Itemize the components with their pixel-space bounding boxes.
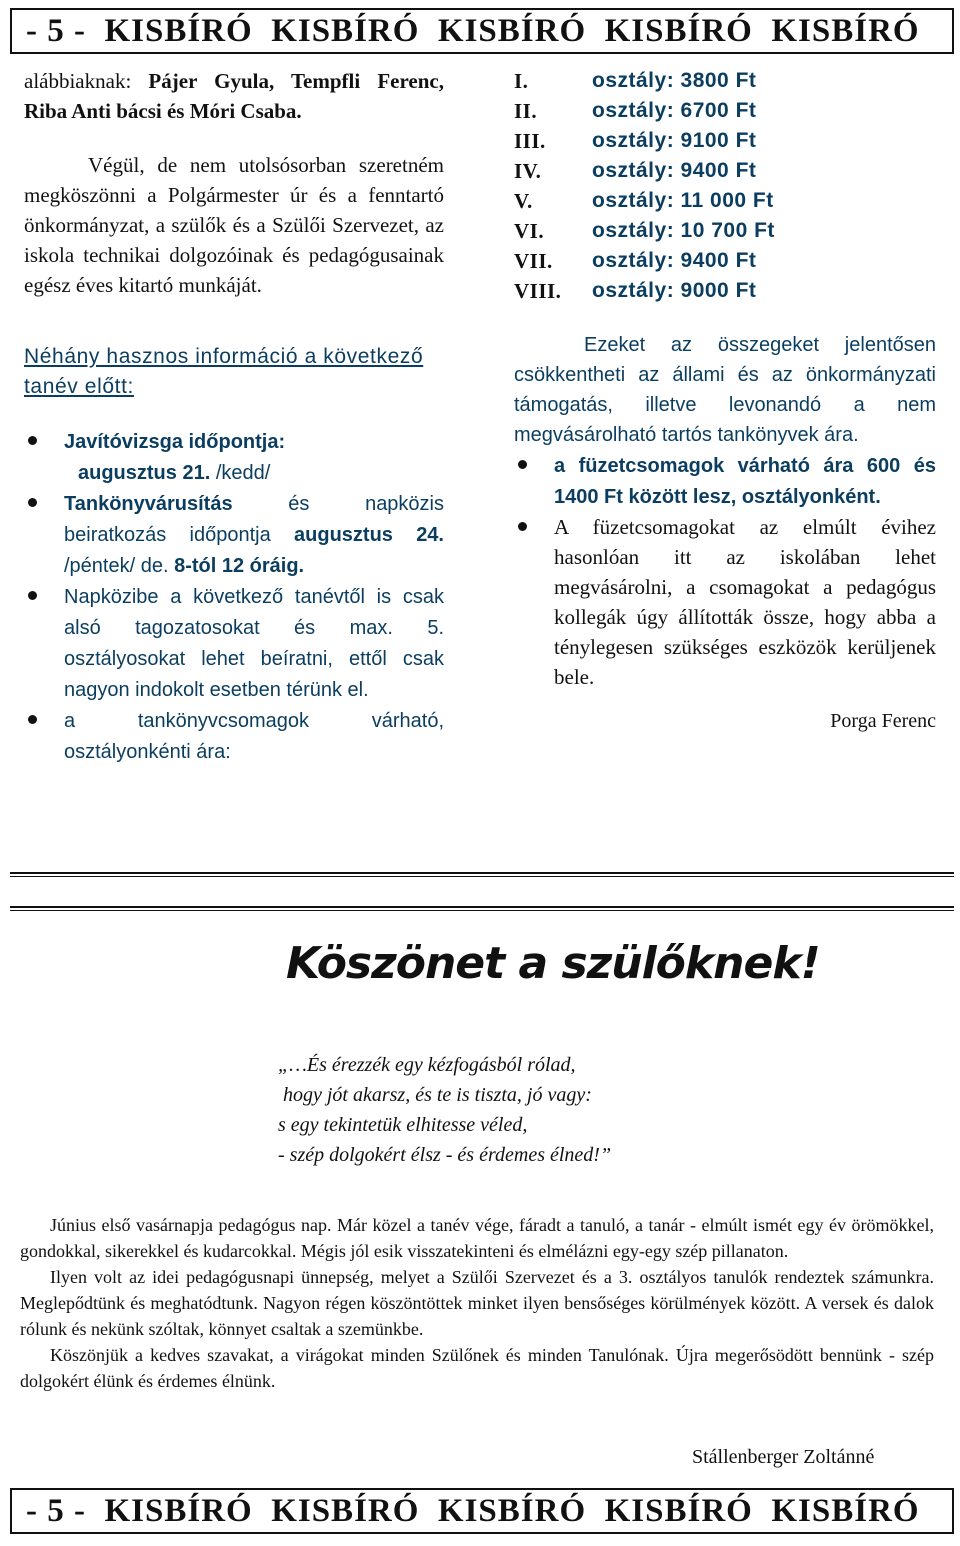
- footer-text: - 5 - KISBÍRÓ KISBÍRÓ KISBÍRÓ KISBÍRÓ KISBÍRÓ: [26, 1492, 920, 1529]
- list-item: A füzetcsomagokat az elmúlt évihez hasonlóan itt az iskolában lehet megvásárolni, a csomagokat a pedagógus kollegák úgy állították össze, hogy abba a ténylegesen szükséges eszközök kerüljenek bele.: [514, 512, 936, 692]
- thanks-title: Köszönet a szülőknek!: [286, 938, 820, 989]
- poem-line: „…És érezzék egy kézfogásból rólad,: [278, 1054, 576, 1076]
- poem-line: - szép dolgokért élsz - és érdemes élned!”: [278, 1144, 612, 1166]
- left-paragraph-1: alábbiaknak: Pájer Gyula, Tempfli Ferenc, Riba Anti bácsi és Móri Csaba.: [24, 69, 444, 123]
- price-row: VII. osztály: 9400 Ft: [514, 249, 757, 273]
- right-paragraph-1: Ezeket az összegeket jelentősen csökkentheti az állami és az önkormányzati támogatás, illetve levonandó a nem megvásárolható tartós tankönyvek ára.: [514, 334, 936, 446]
- signature-stallenberger: Stállenberger Zoltánné: [692, 1446, 875, 1468]
- left-column: [24, 66, 444, 767]
- list-item: Tankönyvárusítás és napközis beiratkozás időpontja augusztus 24. /péntek/ de. 8-tól 12 óráig.: [24, 488, 444, 581]
- price-row: I. osztály: 3800 Ft: [514, 69, 757, 93]
- page-header-top: [10, 8, 954, 54]
- header-text: - 5 - KISBÍRÓ KISBÍRÓ KISBÍRÓ KISBÍRÓ KISBÍRÓ: [26, 12, 920, 49]
- list-item: Napközibe a következő tanévtől is csak alsó tagozatosokat és max. 5. osztályosokat lehet beíratni, ettől csak nagyon indokolt esetben térünk el.: [24, 581, 444, 705]
- price-row: II. osztály: 6700 Ft: [514, 99, 757, 123]
- price-row: VI. osztály: 10 700 Ft: [514, 219, 775, 243]
- right-list: [514, 450, 936, 692]
- list-item: a tankönyvcsomagok várható, osztályonkénti ára:: [24, 705, 444, 767]
- poem-line: hogy jót akarsz, és te is tiszta, jó vagy:: [278, 1084, 592, 1106]
- page-footer: [10, 1488, 954, 1534]
- price-row: III. osztály: 9100 Ft: [514, 129, 757, 153]
- price-row: IV. osztály: 9400 Ft: [514, 159, 757, 183]
- body-paragraph: Ilyen volt az idei pedagógusnapi ünnepség, melyet a Szülői Szervezet és a 3. osztályos tanulók rendeztek számunkra. Meglepődtünk és meghatódtunk. Nagyon régen köszöntöttek minket ilyen bensőséges körülmények között. A versek és dalok rólunk és nekünk szóltak, könnyet csaltak a szemünkbe.: [20, 1267, 934, 1339]
- poem: [278, 1050, 611, 1170]
- price-row: VIII. osztály: 9000 Ft: [514, 279, 757, 303]
- poem-line: s egy tekintetük elhitesse véled,: [278, 1114, 528, 1136]
- bullet-icon: [518, 522, 527, 531]
- signature-porga: Porga Ferenc: [830, 710, 936, 732]
- body-paragraph: Június első vasárnapja pedagógus nap. Már közel a tanév vége, fáradt a tanuló, a tanár - elmúlt ismét egy év örömökkel, gondokkal, sikerekkel és kudarcokkal. Mégis jól esik visszatekinteni és elmélázni egy-egy szép pillanaton.: [20, 1215, 934, 1261]
- body-paragraph: Köszönjük a kedves szavakat, a virágokat minden Szülőnek és minden Tanulónak. Újra megerősödött bennünk - szép dolgokért élünk és érdemes élnünk.: [20, 1345, 934, 1391]
- list-item: a füzetcsomagok várható ára 600 és 1400 Ft között lesz, osztályonként.: [514, 450, 936, 512]
- info-list: [24, 426, 444, 767]
- section-title: Néhány hasznos információ a következő tanév előtt:: [24, 345, 424, 398]
- divider: [10, 872, 954, 877]
- bullet-icon: [518, 460, 527, 469]
- price-list: [514, 66, 936, 306]
- bullet-icon: [28, 436, 37, 445]
- bullet-icon: [28, 498, 37, 507]
- divider: [10, 906, 954, 911]
- list-item: Javítóvizsga időpontja: augusztus 21. /kedd/: [24, 426, 444, 488]
- left-paragraph-2: Végül, de nem utolsósorban szeretném megköszönni a Polgármester úr és a fenntartó önkormányzat, a szülők és a Szülői Szervezet, az iskola technikai dolgozóinak és pedagógusainak egész éves kitartó munkáját.: [24, 153, 444, 297]
- thanks-body: [20, 1212, 934, 1394]
- bullet-icon: [28, 715, 37, 724]
- right-column: [514, 66, 936, 733]
- price-row: V. osztály: 11 000 Ft: [514, 189, 774, 213]
- bullet-icon: [28, 591, 37, 600]
